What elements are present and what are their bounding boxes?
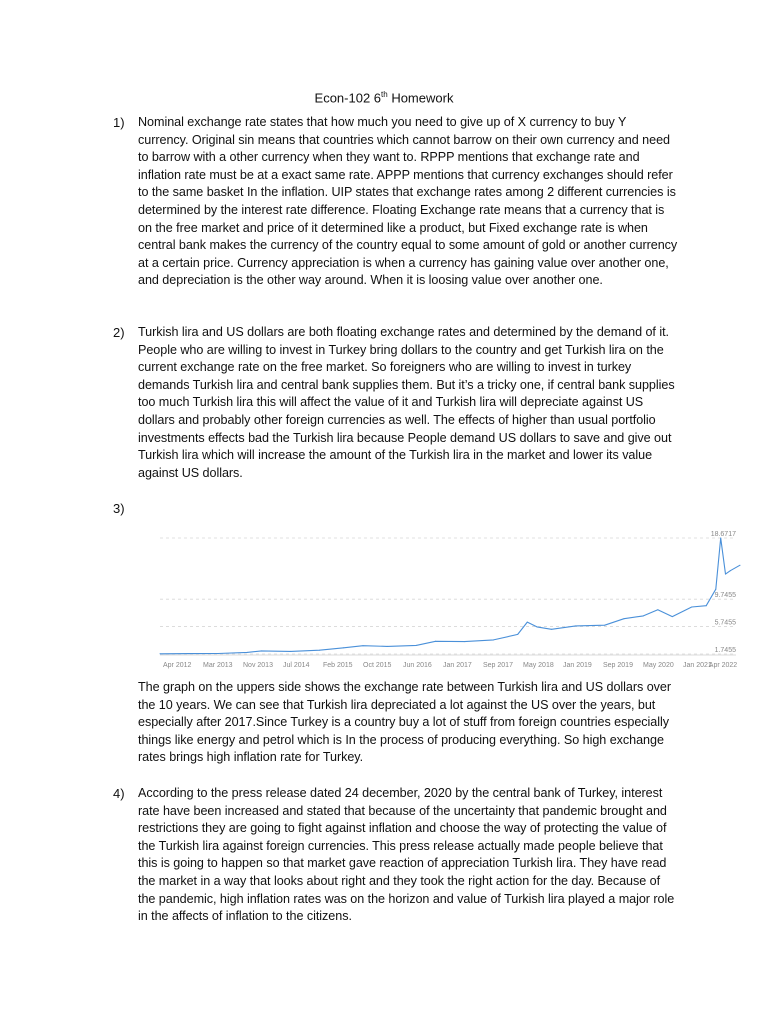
answer-paragraph-3: The graph on the uppers side shows the exchange rate between Turkish lira and US dollars over the 10 years. We can see that Turkish lira depreciated a lot against the US over the years, but especially after 2017.Since Turkey is a country buy a lot of stuff from foreign countries especially things like energy and petrol which is In the process of producing everything. So high exchange rates brings high inflation rate for Turkey. (138, 680, 671, 765)
x-tick-label: May 2020 (643, 662, 674, 669)
data-point (343, 647, 344, 648)
x-tick-label: Feb 2015 (323, 662, 353, 669)
data-point (247, 652, 248, 653)
x-tick-label: Jan 2017 (443, 662, 472, 669)
data-point (643, 615, 644, 616)
data-point (657, 609, 658, 610)
chart-svg (150, 528, 750, 672)
x-tick-label: Sep 2017 (483, 662, 513, 669)
x-tick-label: Jul 2014 (283, 662, 310, 669)
data-point (691, 607, 692, 608)
data-point (363, 645, 364, 646)
x-tick-label: Jun 2016 (403, 662, 432, 669)
answer-paragraph-2: Turkish lira and US dollars are both floating exchange rates and determined by the demand of it. People who are willing to invest in Turkey bring dollars to the country and get Turkish lira on the current exchange rate on the free market. So foreigners who are willing to invest in turkey demands Turkish lira and central bank supplies them. But it’s a tricky one, if central bank supplies too much Turkish lira this will affect the value of it and Turkish lira will depreciate against US dollars and probably other foreign currencies as well. The effects of higher than usual portfolio investments effects bad the Turkish lira because People demand US dollars to save and give out Turkish lira which will increase the amount of the Turkish lira in the market and lower its value against US dollars. (138, 325, 675, 480)
title-superscript: th (381, 90, 388, 99)
data-point (720, 538, 721, 539)
x-tick-label: Apr 2022 (708, 662, 738, 669)
y-tick-label: 5.7455 (714, 619, 736, 627)
data-point (730, 570, 731, 571)
y-tick-label: 1.7455 (714, 647, 736, 654)
x-tick-label: Oct 2015 (363, 662, 392, 669)
data-point (740, 565, 741, 566)
title-text: Econ-102 6 (314, 90, 382, 106)
data-point (189, 653, 190, 654)
data-point (435, 641, 436, 642)
answer-paragraph-1: Nominal exchange rate states that how much you need to give up of X currency to buy Y currency. Original sin means that countries which cannot barrow on their own currency and need to barrow with a other currency when they want to. RPPP mentions that exchange rate and inflation rate must be at a exact same rate. APPP mentions that currency exchanges should refer to the same basket In the inflation. UIP states that exchange rates among 2 different currencies is determined by the interest rate difference. Floating Exchange rate means that a currency that is on the free market and price of it determined like a product, but Fixed exchange rate is when central bank makes the currency of the country equal to some amount of gold or another currency at a certain price. Currency appreciation is when a currency has gaining value over another one, and depreciation is the other way around. When it is loosing value over another one. (138, 115, 678, 288)
x-tick-label: Jan 2021 (683, 662, 712, 669)
data-point (725, 574, 726, 575)
data-point (387, 646, 388, 647)
item-number: 2) (113, 325, 125, 340)
data-point (290, 651, 291, 652)
data-point (706, 605, 707, 606)
x-tick-label: Nov 2013 (243, 662, 273, 669)
x-tick-label: Jan 2019 (563, 662, 592, 669)
data-point (493, 639, 494, 640)
data-point (575, 625, 576, 626)
data-point (261, 650, 262, 651)
y-tick-label: 18.6717 (710, 531, 736, 538)
data-point (604, 625, 605, 626)
exchange-rate-chart (150, 528, 750, 672)
item-number: 4) (113, 786, 125, 801)
item-number: 1) (113, 115, 125, 130)
data-point (218, 653, 219, 654)
item-number: 3) (113, 501, 125, 516)
x-tick-label: Sep 2019 (603, 662, 633, 669)
answer-paragraph-4: According to the press release dated 24 december, 2020 by the central bank of Turkey, interest rate have been increased and stated that because of the uncertainty that pandemic brought and restrictions they are going to fight against inflation and choose the way of protecting the value of the Turkish lira against foreign currencies. This press release actually made people believe that this is going to happen so that market gave reaction of appreciation Turkish lira. They have read the market in a way that looks about right and they took the right action for the day. Because of the pandemic, high inflation rates was on the horizon and value of Turkish lira played a major role in the affects of inflation to the citizens. (138, 786, 675, 924)
data-point (672, 616, 673, 617)
data-point (715, 589, 716, 590)
y-tick-label: 9.7455 (714, 592, 736, 600)
data-point (517, 634, 518, 635)
data-point (160, 653, 161, 654)
data-point (464, 641, 465, 642)
data-point (527, 622, 528, 623)
data-point (319, 650, 320, 651)
series-line (160, 538, 740, 654)
data-point (537, 626, 538, 627)
x-tick-label: Apr 2012 (163, 662, 192, 669)
title-tail: Homework (387, 90, 454, 106)
x-tick-label: May 2018 (523, 662, 554, 669)
x-tick-label: Mar 2013 (203, 662, 233, 669)
document-title (0, 86, 768, 106)
data-point (551, 629, 552, 630)
data-point (624, 618, 625, 619)
data-point (416, 645, 417, 646)
